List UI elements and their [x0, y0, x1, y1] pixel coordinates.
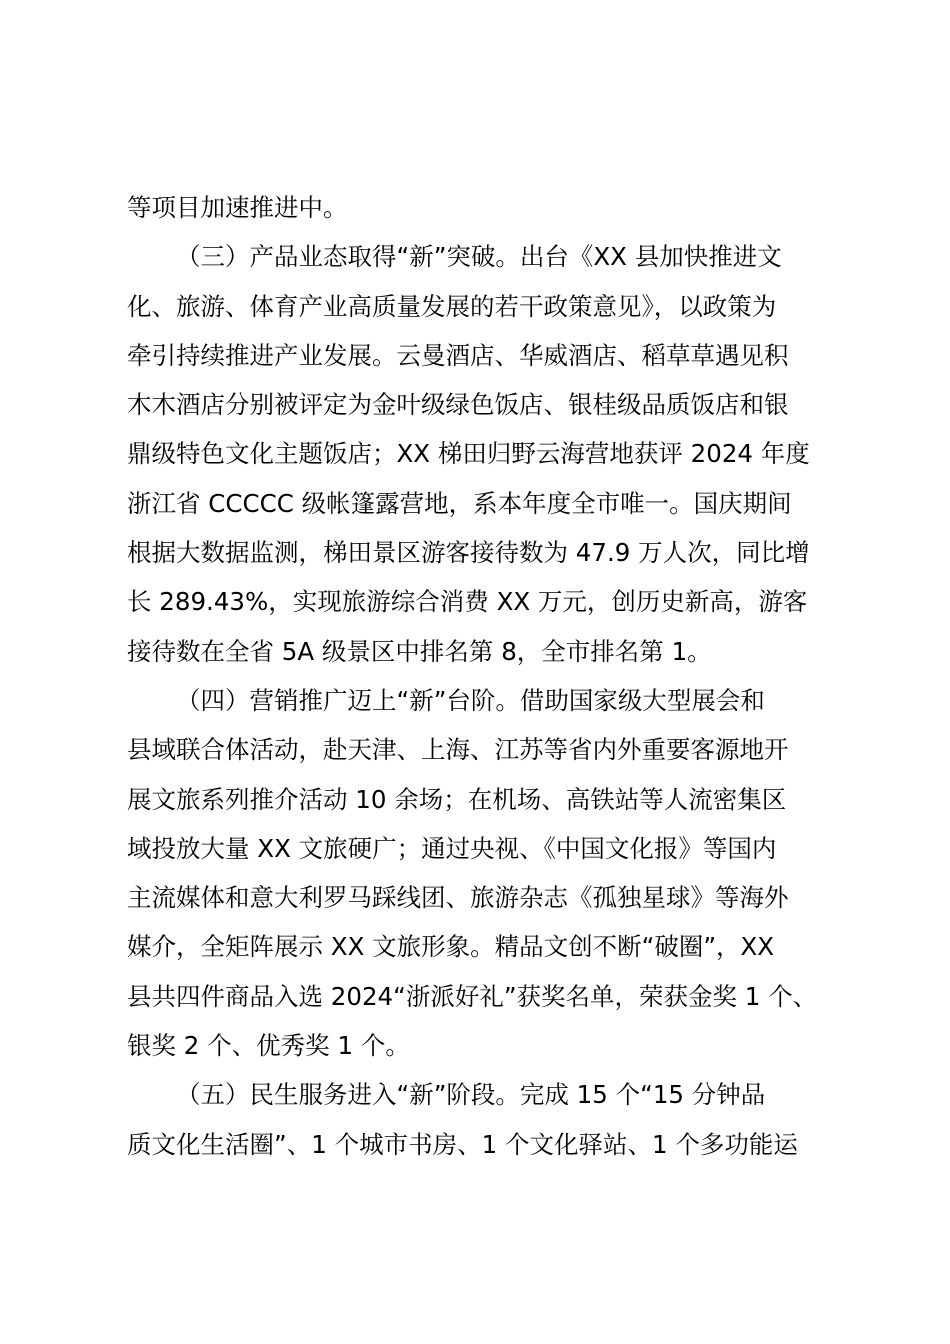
paragraph-marketing-promotion [127, 676, 837, 1070]
text-line: 展文旅系列推介活动 10 余场；在机场、高铁站等人流密集区 [127, 784, 787, 814]
text-line: 木木酒店分别被评定为金叶级绿色饭店、银桂级品质饭店和银 [127, 390, 789, 420]
text-line: 域投放大量 XX 文旅硬广；通过央视、《中国文化报》等国内 [127, 833, 777, 863]
text-line: 银奖 2 个、优秀奖 1 个。 [127, 1031, 410, 1061]
text-line: 质文化生活圈”、1 个城市书房、1 个文化驿站、1 个多功能运 [127, 1129, 798, 1159]
paragraph-continuation [127, 183, 837, 232]
text-line: 县共四件商品入选 2024“浙派好礼”获奖名单，荣获金奖 1 个、 [127, 981, 818, 1011]
text-line: 接待数在全省 5A 级景区中排名第 8，全市排名第 1。 [127, 636, 712, 666]
text-line: （五）民生服务进入“新”阶段。完成 15 个“15 分钟品 [176, 1080, 766, 1110]
text-line: 媒介，全矩阵展示 XX 文旅形象。精品文创不断“破圈”，XX [127, 932, 775, 962]
text-line: 县域联合体活动，赴天津、上海、江苏等省内外重要客源地开 [127, 735, 789, 765]
text-line: 等项目加速推进中。 [127, 193, 348, 222]
text-line: （四）营销推广迈上“新”台阶。借助国家级大型展会和 [176, 685, 765, 715]
text-line: 根据大数据监测，梯田景区游客接待数为 47.9 万人次，同比增 [127, 538, 810, 568]
text-line: 浙江省 CCCCC 级帐篷露营地，系本年度全市唯一。国庆期间 [127, 488, 792, 518]
text-line: 鼎级特色文化主题饭店；XX 梯田归野云海营地获评 2024 年度 [127, 439, 810, 469]
paragraph-product-formats [127, 232, 837, 676]
paragraph-public-services [127, 1070, 837, 1169]
document-body [127, 183, 837, 1169]
text-line: 牵引持续推进产业发展。云曼酒店、华威酒店、稻草草遇见积 [127, 340, 789, 370]
text-line: 化、旅游、体育产业高质量发展的若干政策意见》，以政策为 [127, 291, 777, 321]
text-line: 长 289.43%，实现旅游综合消费 XX 万元，创历史新高，游客 [127, 587, 808, 617]
text-line: 主流媒体和意大利罗马踩线团、旅游杂志《孤独星球》等海外 [127, 883, 789, 913]
text-line: （三）产品业态取得“新”突破。出台《XX 县加快推进文 [176, 242, 782, 272]
